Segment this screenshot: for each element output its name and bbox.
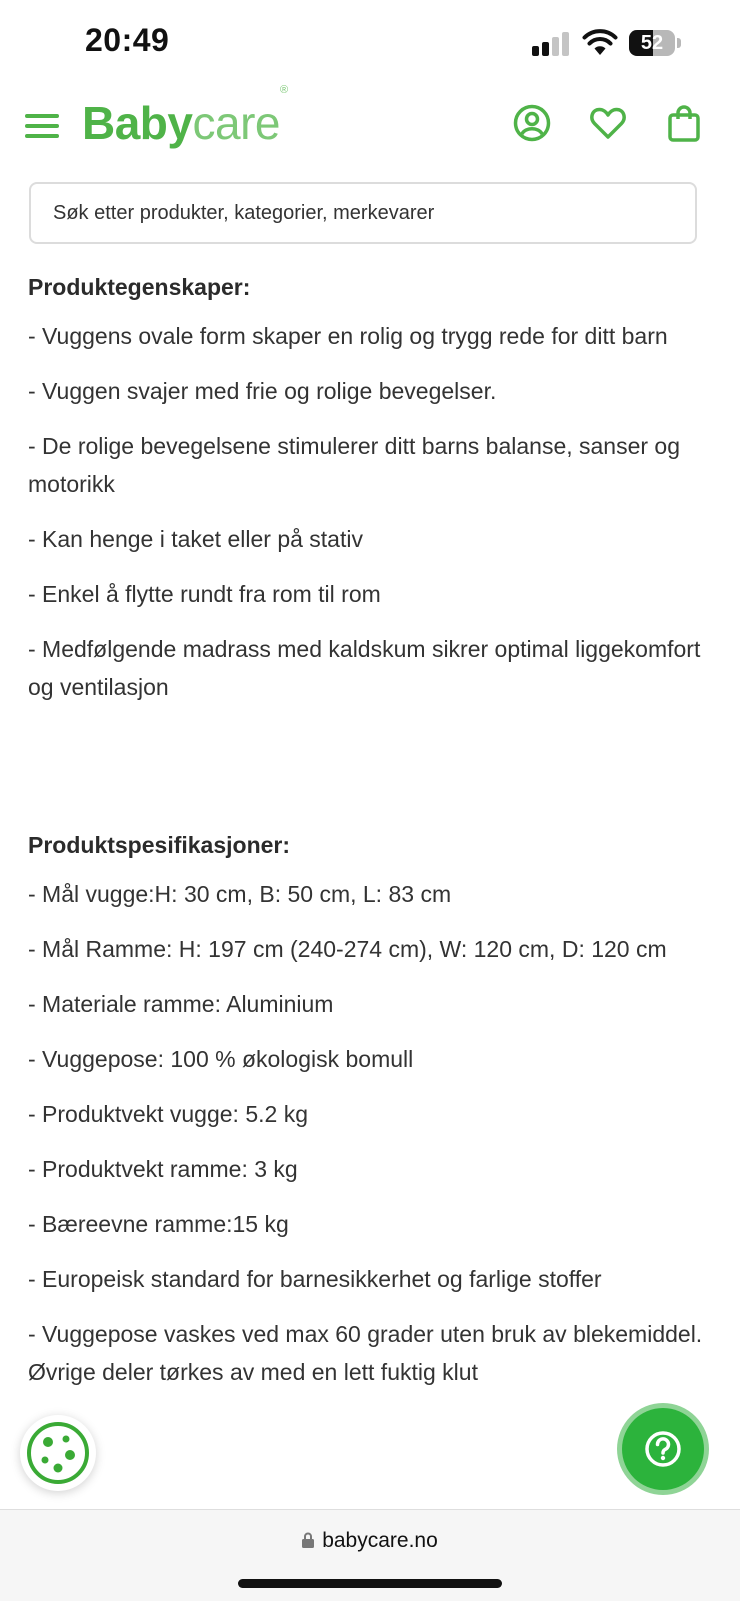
logo-registered-mark: ® (279, 83, 288, 96)
features-title: Produktegenskaper: (28, 274, 251, 300)
spec-item: - Bæreevne ramme:15 kg (28, 1211, 289, 1237)
site-header (0, 83, 740, 162)
spec-item: - Produktvekt ramme: 3 kg (28, 1156, 298, 1182)
logo-light: care (192, 97, 280, 149)
address-bar[interactable] (0, 1529, 740, 1553)
help-icon (622, 1408, 704, 1490)
cellular-signal-icon (532, 32, 572, 56)
battery-percent: 52 (640, 32, 664, 54)
spec-item: - Mål Ramme: H: 197 cm (240-274 cm), W: 120 cm, D: 120 cm (28, 936, 667, 962)
url-text: babycare.no (322, 1529, 438, 1552)
feature-item: - Vuggen svajer med frie og rolige bevegelser. (28, 378, 497, 404)
status-bar (0, 0, 740, 86)
browser-bottom-bar (0, 1509, 740, 1601)
home-indicator (238, 1579, 502, 1588)
wifi-icon (582, 28, 618, 56)
feature-item: - Kan henge i taket eller på stativ (28, 526, 363, 552)
user-icon[interactable] (512, 103, 552, 143)
spec-item: - Mål vugge:H: 30 cm, B: 50 cm, L: 83 cm (28, 881, 452, 907)
spec-item: - Produktvekt vugge: 5.2 kg (28, 1101, 308, 1127)
feature-item: - De rolige bevegelsene stimulerer ditt barns balanse, sanser og motorikk (28, 433, 681, 497)
heart-icon[interactable] (588, 103, 628, 143)
spec-item: - Europeisk standard for barnesikkerhet og farlige stoffer (28, 1266, 602, 1292)
cookie-settings-button[interactable] (20, 1415, 96, 1491)
specs-title: Produktspesifikasjoner: (28, 832, 291, 858)
lock-icon (302, 1532, 314, 1548)
menu-icon[interactable] (25, 111, 59, 141)
spec-item: - Vuggepose: 100 % økologisk bomull (28, 1046, 414, 1072)
spec-item: - Materiale ramme: Aluminium (28, 991, 334, 1017)
status-time: 20:49 (85, 22, 170, 58)
babycare-logo[interactable] (82, 83, 288, 156)
search-input[interactable]: Søk etter produkter, kategorier, merkevarer (29, 182, 697, 244)
feature-item: - Vuggens ovale form skaper en rolig og trygg rede for ditt barn (28, 323, 668, 349)
section-spacer (28, 723, 718, 820)
product-description (28, 262, 718, 1408)
feature-item: - Enkel å flytte rundt fra rom til rom (28, 581, 381, 607)
spec-item: - Vuggepose vaskes ved max 60 grader uten bruk av blekemiddel. Øvrige deler tørkes av med en lett fuktig klut (28, 1321, 703, 1385)
feature-item: - Medfølgende madrass med kaldskum sikrer optimal liggekomfort og ventilasjon (28, 636, 701, 700)
help-chat-button[interactable] (622, 1408, 704, 1490)
cookie-icon (20, 1415, 96, 1491)
shopping-bag-icon[interactable] (664, 103, 704, 143)
battery-icon (629, 30, 679, 56)
logo-bold: Baby (82, 97, 193, 149)
